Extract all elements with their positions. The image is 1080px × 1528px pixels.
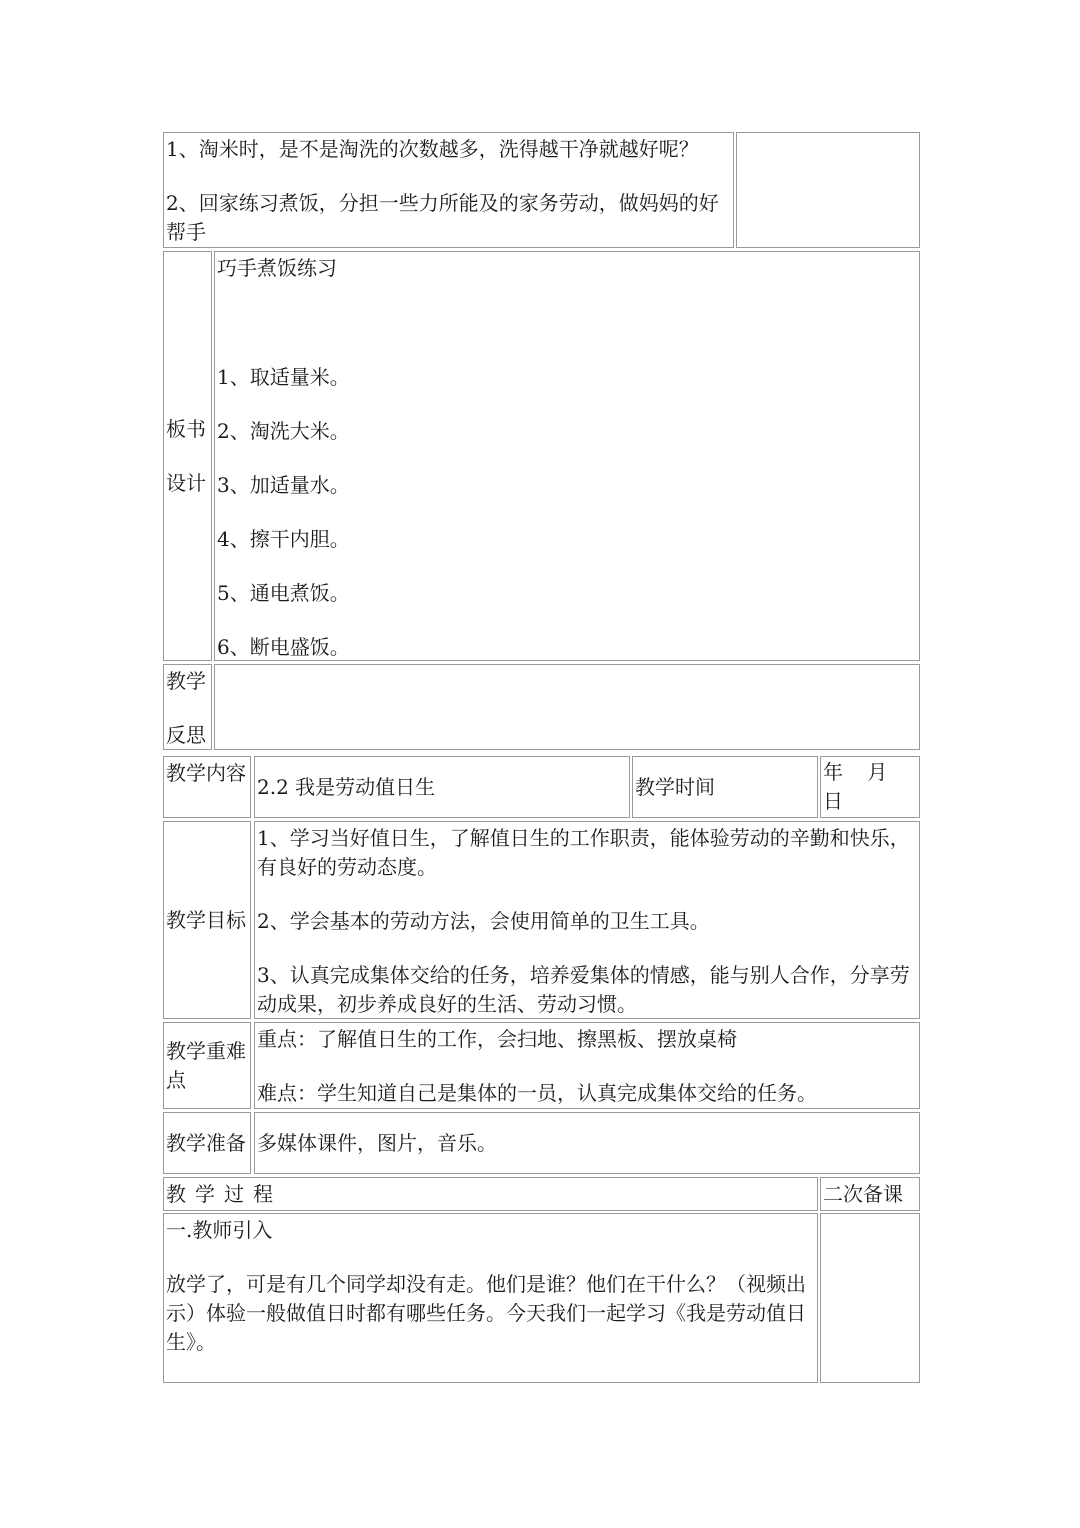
- top-questions-cell: [163, 132, 734, 248]
- objective-item: 3、认真完成集体交给的任务，培养爱集体的情感，能与别人合作，分享劳动成果，初步养成良好的生活、劳动习惯。: [257, 963, 910, 1016]
- objectives-content: [254, 821, 920, 1019]
- date-placeholder: 年 月 日: [823, 760, 897, 813]
- objective-item: 1、学习当好值日生，了解值日生的工作职责，能体验劳动的辛勤和快乐，有良好的劳动态度。: [257, 826, 910, 879]
- board-step: 4、擦干内胆。: [217, 527, 350, 551]
- intro-paragraph: 放学了，可是有几个同学却没有走。他们是谁？他们在干什么？（视频出示）体验一般做值日时都有哪些任务。今天我们一起学习《我是劳动值日生》。: [166, 1272, 806, 1354]
- reflection-content: [214, 664, 920, 750]
- homework-line: 2、回家练习煮饭，分担一些力所能及的家务劳动，做妈妈的好帮手: [166, 191, 719, 244]
- lesson-title: 2.2 我是劳动值日生: [257, 774, 436, 799]
- question-1: 1、淘米时，是不是淘洗的次数越多，洗得越干净就越好呢？: [166, 137, 699, 161]
- board-design-content: [214, 251, 920, 661]
- objective-item: 2、学会基本的劳动方法，会使用简单的卫生工具。: [257, 909, 710, 933]
- board-step: 2、淘洗大米。: [217, 419, 350, 443]
- preparation-content: 多媒体课件，图片，音乐。: [254, 1112, 920, 1174]
- board-design-label: 板书 设计: [163, 251, 212, 661]
- content-label: 教学内容: [163, 756, 251, 818]
- process-content: [163, 1213, 818, 1383]
- time-label: 教学时间: [632, 756, 818, 818]
- second-prep-header: 二次备课: [820, 1177, 920, 1211]
- board-step: 3、加适量水。: [217, 473, 350, 497]
- board-step: 1、取适量米。: [217, 365, 350, 389]
- content-value: [254, 756, 630, 818]
- board-step: 6、断电盛饭。: [217, 635, 350, 659]
- process-header: 教学过程: [163, 1177, 818, 1211]
- reflection-label: 教学 反思: [163, 664, 212, 750]
- objectives-label: 教学目标: [163, 821, 251, 1019]
- key-points-content: [254, 1022, 920, 1109]
- key-points-label: 教学重难点: [163, 1022, 251, 1109]
- date-cell: [820, 756, 920, 818]
- board-title: 巧手煮饭练习: [217, 256, 337, 280]
- preparation-label: 教学准备: [163, 1112, 251, 1174]
- key-point: 重点：了解值日生的工作，会扫地、擦黑板、摆放桌椅: [257, 1027, 737, 1051]
- top-side-cell: [736, 132, 920, 248]
- section-title: 一.教师引入: [166, 1218, 273, 1242]
- difficulty-point: 难点：学生知道自己是集体的一员，认真完成集体交给的任务。: [257, 1081, 817, 1105]
- board-step: 5、通电煮饭。: [217, 581, 350, 605]
- second-prep-content: [820, 1213, 920, 1383]
